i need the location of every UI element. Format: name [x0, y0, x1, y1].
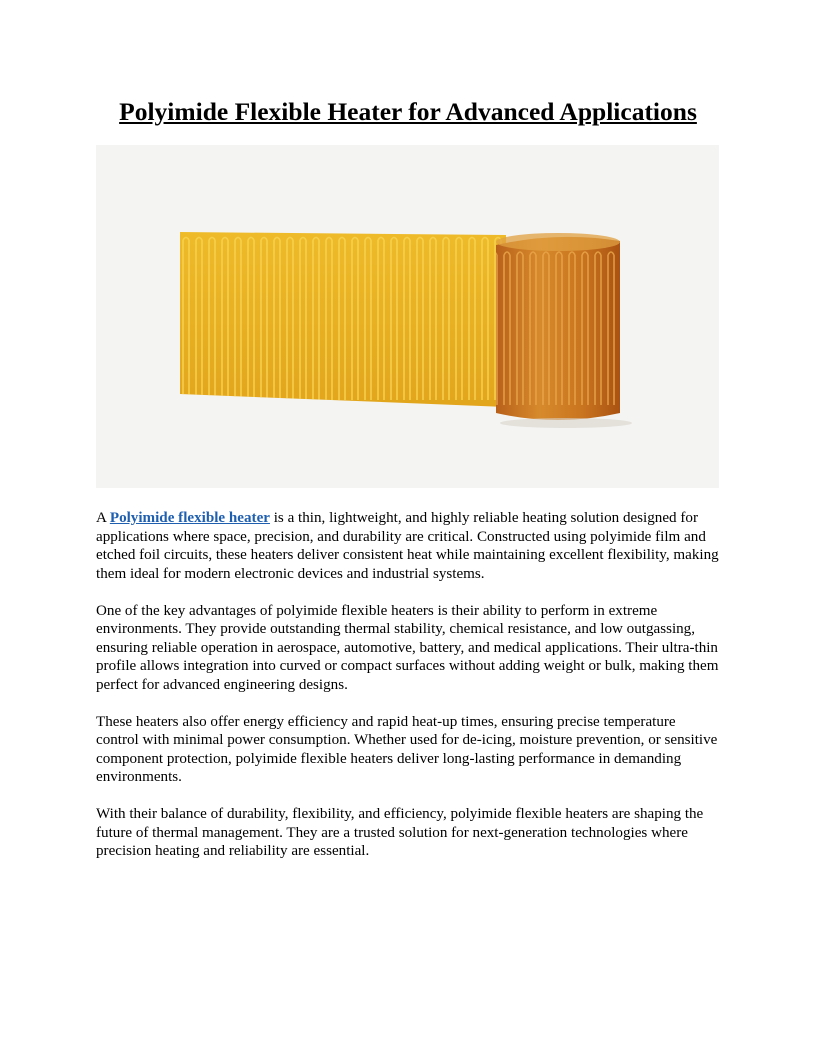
paragraph-conclusion: With their balance of durability, flexibility, and efficiency, polyimide flexible heaters are shaping the future of thermal management. They are a trusted solution for next-generation technologies where precision heating and reliability are essential.	[96, 806, 704, 859]
paragraph-advantages: One of the key advantages of polyimide flexible heaters is their ability to perform in extreme environments. They provide outstanding thermal stability, chemical resistance, and low outgassing, ensuring reliable operation in aerospace, automotive, battery, and medical applications. Their ultra-thin profile allows integration into curved or compact surfaces without adding weight or bulk, making them perfect for advanced engineering designs.	[96, 602, 719, 693]
paragraph-suffix: is a thin, lightweight, and highly reliable heating solution designed for applications where space, precision, and durability are critical. Constructed using polyimide film and etched foil circuits, these heaters deliver consistent heat while maintaining excellent flexibility, making them ideal for modern electronic devices and industrial systems.	[96, 510, 719, 582]
page-title: Polyimide Flexible Heater for Advanced Applications	[119, 97, 697, 126]
heater-illustration	[96, 145, 719, 488]
article-body	[96, 509, 722, 879]
polyimide-heater-link[interactable]: Polyimide flexible heater	[109, 510, 270, 526]
paragraph-intro	[96, 509, 722, 583]
heater-photo	[96, 145, 719, 488]
paragraph-efficiency: These heaters also offer energy efficiency and rapid heat-up times, ensuring precise temperature control with minimal power consumption. Whether used for de-icing, moisture prevention, or sensitive component protection, polyimide flexible heaters deliver long-lasting performance in demanding environments.	[96, 713, 718, 785]
paragraph-prefix: A	[96, 510, 110, 526]
